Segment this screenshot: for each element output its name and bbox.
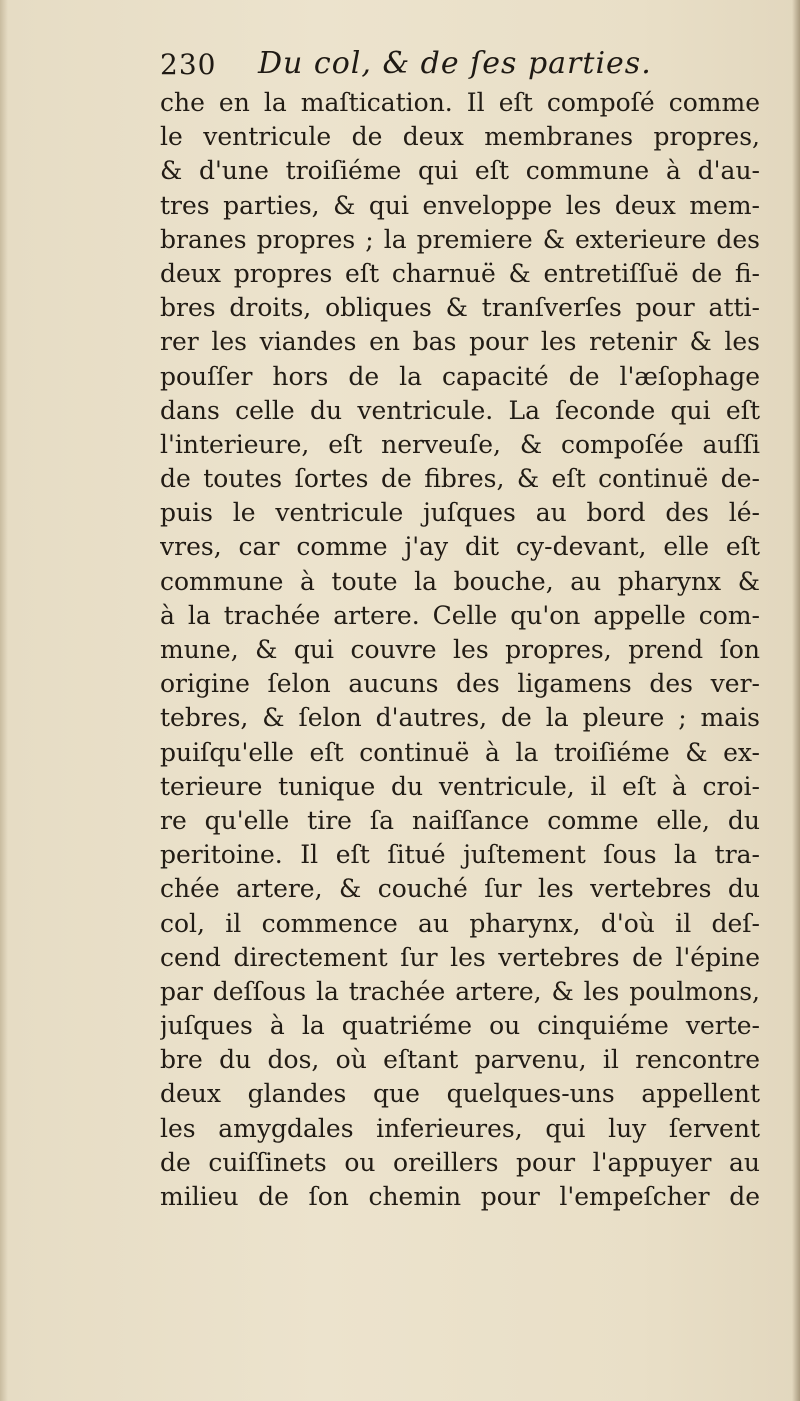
text-line: les amygdales inferieures, qui luy ſervent — [160, 1113, 760, 1143]
text-line: terieure tunique du ventricule, il eſt à croi- — [160, 771, 760, 801]
text-line: mune, & qui couvre les propres, prend ſon — [160, 635, 760, 664]
text-line: à la trachée artere. Celle qu'on appelle com- — [160, 600, 760, 630]
text-line: pouſſer hors de la capacité de l'æſophage — [160, 361, 760, 391]
text-line: dans celle du ventricule. La ſeconde qui eſt — [160, 395, 760, 425]
page-number: 230 — [160, 48, 217, 81]
text-line: par deſſous la trachée artere, & les poulmons, — [160, 976, 760, 1006]
text-line: de toutes ſortes de fibres, & eſt continuë de- — [160, 464, 760, 494]
text-line: tres parties, & qui enveloppe les deux mem- — [160, 190, 760, 220]
text-line: che en la maſtication. Il eſt compoſé comme — [160, 88, 760, 117]
text-line: cend directement ſur les vertebres de l'épine — [160, 942, 760, 972]
text-line: chée artere, & couché ſur les vertebres du — [160, 874, 760, 904]
text-line: juſques à la quatriéme ou cinquiéme verte- — [160, 1011, 760, 1041]
text-line: le ventricule de deux membranes propres, — [160, 122, 760, 152]
text-line: puis le ventricule juſques au bord des lé- — [160, 498, 760, 528]
text-line: rer les viandes en bas pour les retenir & les — [160, 327, 760, 357]
text-line: l'interieure, eſt nerveuſe, & compoſée auſſi — [160, 429, 760, 459]
page-header — [158, 42, 758, 92]
text-line: deux glandes que quelques-uns appellent — [160, 1079, 760, 1109]
text-line: bres droits, obliques & tranſverſes pour atti- — [160, 293, 760, 323]
text-line: vres, car comme j'ay dit cy-devant, elle eſt — [160, 532, 760, 562]
text-line: deux propres eſt charnuë & entretiſſuë de fi- — [160, 258, 760, 288]
text-line: tebres, & ſelon d'autres, de la pleure ; mais — [160, 703, 760, 733]
body-text — [160, 86, 760, 1214]
text-line: re qu'elle tire ſa naiſſance comme elle, du — [160, 805, 760, 835]
text-line: branes propres ; la premiere & exterieure des — [160, 224, 760, 254]
running-head: Du col, & de ſes parties. — [258, 46, 652, 81]
page-right-edge — [792, 0, 800, 1401]
text-line: puiſqu'elle eſt continuë à la troiſiéme & ex- — [160, 737, 760, 767]
page-left-edge — [0, 0, 8, 1401]
text-line: origine ſelon aucuns des ligamens des ver- — [160, 669, 760, 699]
text-line: col, il commence au pharynx, d'où il deſ- — [160, 908, 760, 938]
text-line: commune à toute la bouche, au pharynx & — [160, 566, 760, 596]
text-line: milieu de ſon chemin pour l'empeſcher de — [160, 1182, 760, 1211]
text-line: peritoine. Il eſt ſitué juſtement ſous la tra- — [160, 840, 760, 870]
text-line: de cuiſſinets ou oreillers pour l'appuyer au — [160, 1147, 760, 1177]
text-line: & d'une troiſiéme qui eſt commune à d'au- — [160, 156, 760, 186]
text-line: bre du dos, où eſtant parvenu, il rencontre — [160, 1045, 760, 1075]
